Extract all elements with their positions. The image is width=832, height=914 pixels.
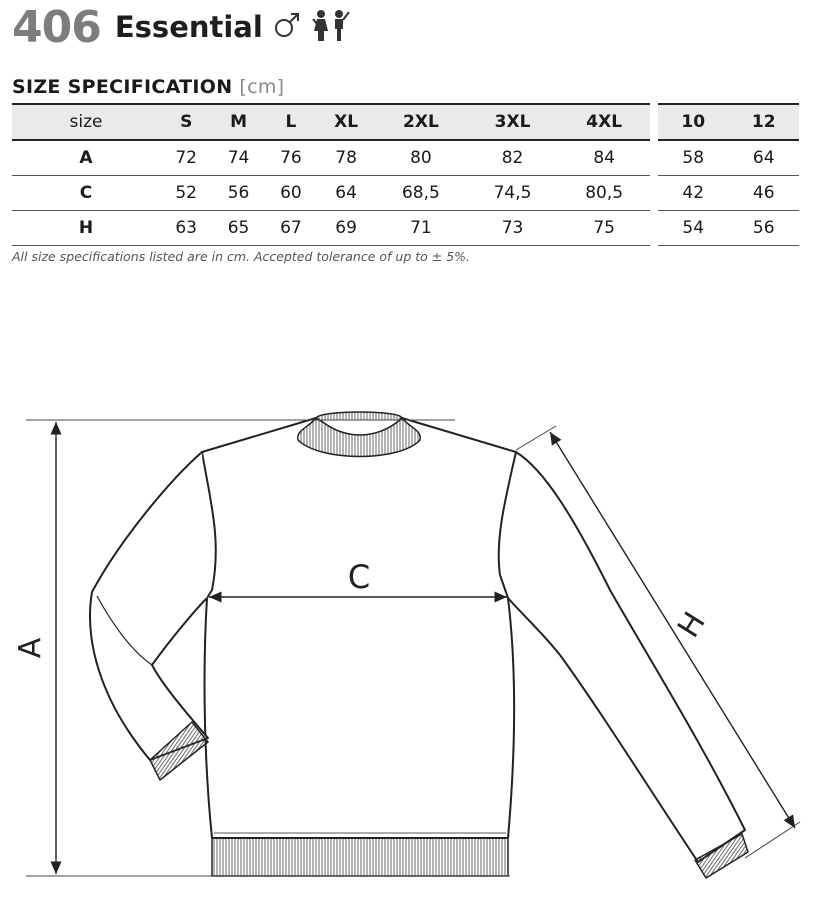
row-label: H [12,211,160,246]
table-cell: 67 [265,211,317,246]
size-header: 3XL [467,104,559,140]
table-cell: 78 [317,140,375,176]
tolerance-note: All size specifications listed are in cm. Accepted tolerance of up to ± 5%. [12,249,471,264]
table-cell: 64 [729,140,800,176]
table-cell: 56 [729,211,800,246]
table-cell: 54 [658,211,729,246]
sweatshirt-outline [90,412,748,878]
spec-title-text: SIZE SPECIFICATION [12,76,233,98]
table-cell: 60 [265,176,317,211]
table-cell: 64 [317,176,375,211]
row-label: A [12,140,160,176]
table-cell: 58 [658,140,729,176]
table-cell: 74 [212,140,264,176]
table-cell: 74,5 [467,176,559,211]
table-cell: 52 [160,176,212,211]
table-cell: 80,5 [558,176,650,211]
label-a: A [13,637,48,659]
table-cell: 75 [558,211,650,246]
row-label: C [12,176,160,211]
table-cell: 68,5 [375,176,467,211]
size-header: M [212,104,264,140]
table-cell: 56 [212,176,264,211]
spec-unit: [cm] [239,76,285,98]
size-header: L [265,104,317,140]
size-header: 12 [729,104,800,140]
table-cell: 73 [467,211,559,246]
size-header: S [160,104,212,140]
size-header: 2XL [375,104,467,140]
table-cell: 72 [160,140,212,176]
table-cell: 65 [212,211,264,246]
table-cell: 71 [375,211,467,246]
size-header: 10 [658,104,729,140]
measurement-h [516,426,800,858]
product-name: Essential [114,10,263,44]
table-cell: 42 [658,176,729,211]
table-cell: 80 [375,140,467,176]
label-c: C [347,558,371,596]
table-cell: 76 [265,140,317,176]
size-header: XL [317,104,375,140]
size-column-header: size [12,104,160,140]
table-cell: 84 [558,140,650,176]
table-cell: 69 [317,211,375,246]
label-h: H [671,606,713,644]
table-cell: 82 [467,140,559,176]
product-code: 406 [12,1,101,53]
table-cell: 46 [729,176,800,211]
size-header: 4XL [558,104,650,140]
table-cell: 63 [160,211,212,246]
